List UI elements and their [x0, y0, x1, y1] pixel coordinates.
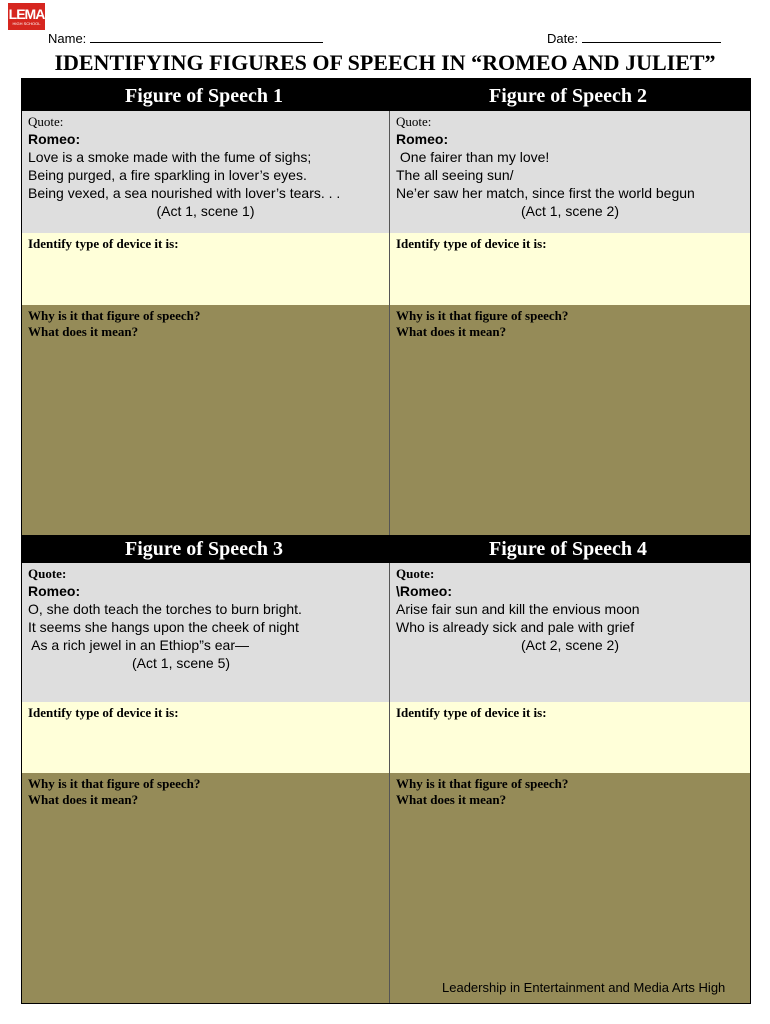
quote-line: O, she doth teach the torches to burn bright.	[28, 601, 302, 617]
quote-line: Ne’er saw her match, since first the world begun	[396, 185, 695, 201]
speaker-label: Romeo:	[28, 131, 81, 147]
name-blank[interactable]	[90, 30, 323, 43]
identify-label: Identify type of device it is:	[28, 705, 179, 720]
logo-text: LEMA	[8, 6, 45, 22]
quote-line: Being purged, a fire sparkling in lover’s eyes.	[28, 167, 307, 183]
panel-4-identify-section[interactable]	[390, 702, 750, 773]
panel-1-heading: Figure of Speech 1	[125, 85, 283, 107]
panel-1-explanation-section[interactable]	[22, 305, 389, 535]
panel-3	[22, 563, 389, 1003]
panel-4-heading: Figure of Speech 4	[489, 538, 647, 560]
why-label: Why is it that figure of speech?	[396, 308, 569, 323]
panel-2	[390, 111, 750, 535]
panel-1	[22, 111, 389, 535]
panel-2-quote-section	[390, 111, 750, 233]
school-footer: Leadership in Entertainment and Media Arts High	[442, 980, 726, 995]
panel-4	[390, 563, 750, 1003]
quote-line: One fairer than my love!	[396, 149, 550, 165]
quote-label: Quote:	[396, 566, 435, 581]
identify-label: Identify type of device it is:	[396, 236, 547, 251]
panel-1-quote-section	[22, 111, 389, 233]
panel-header-row-1	[22, 79, 750, 111]
panel-2-explanation-section[interactable]	[390, 305, 750, 535]
quote-line: It seems she hangs upon the cheek of night	[28, 619, 299, 635]
page-title: IDENTIFYING FIGURES OF SPEECH IN “ROMEO AND JULIET”	[54, 50, 716, 75]
speaker-label: Romeo:	[396, 131, 449, 147]
meaning-label: What does it mean?	[28, 324, 139, 339]
logo-subtext: HIGH SCHOOL	[12, 21, 41, 26]
meaning-label: What does it mean?	[28, 792, 139, 807]
identify-label: Identify type of device it is:	[396, 705, 547, 720]
panel-2-heading: Figure of Speech 2	[489, 85, 647, 107]
panel-4-explanation-section[interactable]	[390, 773, 750, 1003]
why-label: Why is it that figure of speech?	[28, 776, 201, 791]
quote-label: Quote:	[396, 114, 432, 129]
school-logo	[8, 3, 45, 30]
speaker-label: \Romeo:	[396, 583, 452, 599]
meaning-label: What does it mean?	[396, 792, 507, 807]
why-label: Why is it that figure of speech?	[396, 776, 569, 791]
date-label: Date:	[547, 31, 579, 46]
name-label: Name:	[48, 31, 87, 46]
worksheet-bottom-half	[22, 535, 750, 1003]
act-scene-reference: (Act 1, scene 1)	[156, 203, 255, 219]
identify-label: Identify type of device it is:	[28, 236, 179, 251]
panel-1-identify-section[interactable]	[22, 233, 389, 305]
quote-line: Being vexed, a sea nourished with lover’s tears. . .	[28, 185, 341, 201]
panel-3-explanation-section[interactable]	[22, 773, 389, 1003]
panel-3-identify-section[interactable]	[22, 702, 389, 773]
quote-line: As a rich jewel in an Ethiop”s ear—	[28, 637, 249, 653]
name-field	[48, 30, 323, 46]
act-scene-reference: (Act 1, scene 5)	[132, 655, 231, 671]
panel-3-quote-section	[22, 563, 389, 702]
worksheet-grid	[21, 78, 751, 1004]
date-field	[547, 30, 721, 46]
panel-4-quote-section	[390, 563, 750, 702]
date-blank[interactable]	[582, 30, 721, 43]
meaning-label: What does it mean?	[396, 324, 507, 339]
panel-3-heading: Figure of Speech 3	[125, 538, 283, 560]
quote-line: Arise fair sun and kill the envious moon	[396, 601, 640, 617]
why-label: Why is it that figure of speech?	[28, 308, 201, 323]
quote-label: Quote:	[28, 566, 67, 581]
act-scene-reference: (Act 2, scene 2)	[520, 637, 620, 653]
worksheet-top-half	[22, 79, 750, 535]
quote-line: Who is already sick and pale with grief	[396, 619, 635, 635]
speaker-label: Romeo:	[28, 583, 81, 599]
act-scene-reference: (Act 1, scene 2)	[520, 203, 620, 219]
panel-header-row-2	[22, 535, 750, 563]
quote-label: Quote:	[28, 114, 64, 129]
quote-line: Love is a smoke made with the fume of sighs;	[28, 149, 312, 165]
quote-line: The all seeing sun/	[396, 167, 514, 183]
panel-2-identify-section[interactable]	[390, 233, 750, 305]
